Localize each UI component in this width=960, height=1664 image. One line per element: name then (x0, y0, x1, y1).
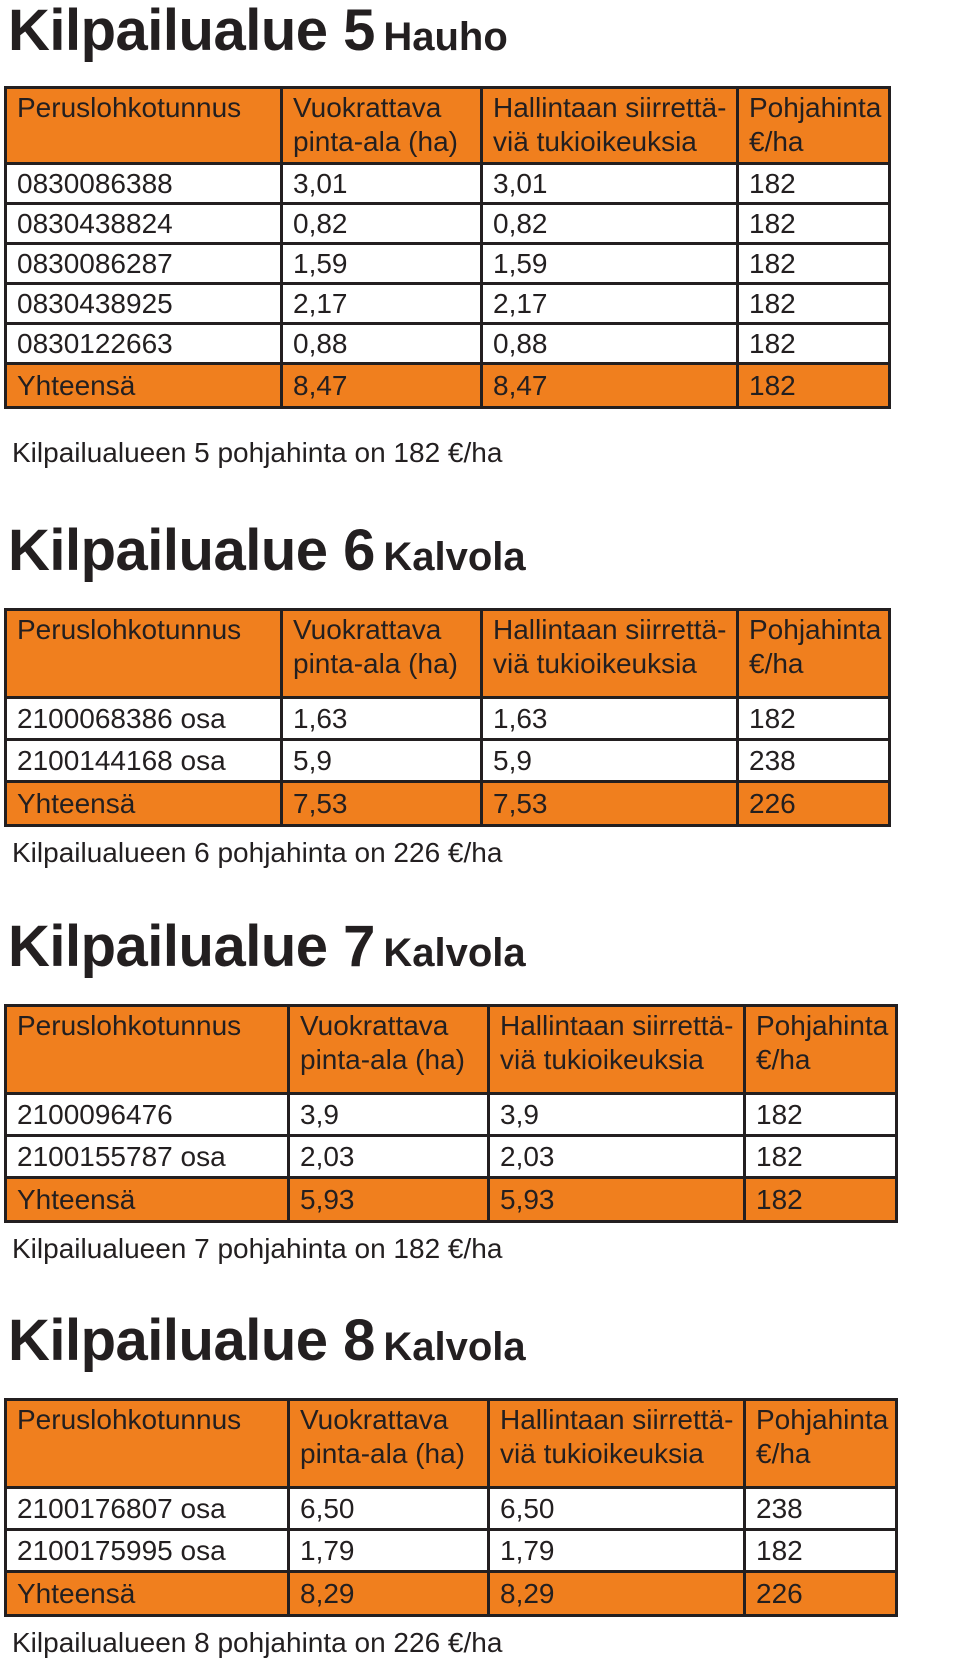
cell-area: 1,79 (289, 1530, 489, 1572)
cell-price: 182 (745, 1094, 897, 1136)
table-row (6, 1530, 897, 1572)
cell-rights: 0,88 (482, 324, 738, 364)
cell-area: 3,01 (282, 164, 482, 204)
cell-price: 182 (738, 204, 890, 244)
cell-parcel: 2100068386 osa (6, 698, 282, 740)
section-place: Hauho (383, 15, 508, 59)
table-row (6, 164, 890, 204)
cell-parcel: 2100144168 osa (6, 740, 282, 782)
total-label: Yhteensä (6, 1572, 289, 1616)
parcel-table (4, 1398, 898, 1617)
table-header-row (6, 88, 890, 164)
cell-price: 238 (738, 740, 890, 782)
section-place: Kalvola (383, 931, 526, 975)
table-row (6, 1488, 897, 1530)
cell-parcel: 0830086287 (6, 244, 282, 284)
cell-area: 1,63 (282, 698, 482, 740)
parcel-table (4, 1004, 898, 1223)
table-header-row (6, 1006, 897, 1094)
total-rights: 5,93 (489, 1178, 745, 1222)
table-header-row (6, 1400, 897, 1488)
cell-price: 182 (738, 698, 890, 740)
cell-rights: 2,17 (482, 284, 738, 324)
table-row (6, 324, 890, 364)
cell-area: 0,82 (282, 204, 482, 244)
cell-area: 0,88 (282, 324, 482, 364)
header-parcel: Peruslohkotunnus (6, 610, 282, 698)
cell-parcel: 0830122663 (6, 324, 282, 364)
cell-area: 5,9 (282, 740, 482, 782)
section-heading (8, 518, 526, 583)
header-area: Vuokrattava pinta-ala (ha) (282, 610, 482, 698)
total-area: 5,93 (289, 1178, 489, 1222)
cell-parcel: 0830438925 (6, 284, 282, 324)
section-heading (8, 914, 526, 979)
total-row (6, 364, 890, 408)
header-price: Pohjahinta €/ha (738, 610, 890, 698)
header-rights: Hallintaan siirrettä- viä tukioikeuksia (489, 1006, 745, 1094)
total-rights: 8,47 (482, 364, 738, 408)
total-price: 182 (738, 364, 890, 408)
cell-rights: 3,9 (489, 1094, 745, 1136)
cell-area: 2,03 (289, 1136, 489, 1178)
cell-price: 182 (738, 164, 890, 204)
total-area: 8,29 (289, 1572, 489, 1616)
table-row (6, 284, 890, 324)
header-rights: Hallintaan siirrettä- viä tukioikeuksia (489, 1400, 745, 1488)
total-price: 226 (738, 782, 890, 826)
cell-rights: 3,01 (482, 164, 738, 204)
cell-parcel: 2100176807 osa (6, 1488, 289, 1530)
header-price: Pohjahinta €/ha (738, 88, 890, 164)
total-area: 8,47 (282, 364, 482, 408)
header-area: Vuokrattava pinta-ala (ha) (282, 88, 482, 164)
table-row (6, 1094, 897, 1136)
section-heading (8, 1308, 526, 1373)
cell-rights: 1,63 (482, 698, 738, 740)
table-row (6, 244, 890, 284)
table-row (6, 740, 890, 782)
cell-price: 182 (745, 1530, 897, 1572)
section-title: Kilpailualue 5 (8, 0, 375, 63)
total-area: 7,53 (282, 782, 482, 826)
section-place: Kalvola (383, 1325, 526, 1369)
total-row (6, 1178, 897, 1222)
cell-rights: 1,79 (489, 1530, 745, 1572)
cell-rights: 6,50 (489, 1488, 745, 1530)
cell-price: 238 (745, 1488, 897, 1530)
header-area: Vuokrattava pinta-ala (ha) (289, 1006, 489, 1094)
section-title: Kilpailualue 6 (8, 518, 375, 583)
base-price-note: Kilpailualueen 7 pohjahinta on 182 €/ha (12, 1233, 503, 1264)
parcel-table (4, 608, 891, 827)
cell-area: 1,59 (282, 244, 482, 284)
cell-area: 6,50 (289, 1488, 489, 1530)
header-parcel: Peruslohkotunnus (6, 88, 282, 164)
section-place: Kalvola (383, 535, 526, 579)
total-price: 226 (745, 1572, 897, 1616)
header-price: Pohjahinta €/ha (745, 1006, 897, 1094)
cell-rights: 5,9 (482, 740, 738, 782)
cell-rights: 0,82 (482, 204, 738, 244)
header-rights: Hallintaan siirrettä- viä tukioikeuksia (482, 610, 738, 698)
cell-price: 182 (738, 284, 890, 324)
section-title: Kilpailualue 7 (8, 914, 375, 979)
table-row (6, 1136, 897, 1178)
section-heading (8, 0, 508, 63)
total-row (6, 782, 890, 826)
cell-parcel: 0830438824 (6, 204, 282, 244)
cell-area: 2,17 (282, 284, 482, 324)
cell-rights: 1,59 (482, 244, 738, 284)
total-rights: 7,53 (482, 782, 738, 826)
cell-area: 3,9 (289, 1094, 489, 1136)
section-title: Kilpailualue 8 (8, 1308, 375, 1373)
header-parcel: Peruslohkotunnus (6, 1400, 289, 1488)
cell-price: 182 (745, 1136, 897, 1178)
total-row (6, 1572, 897, 1616)
cell-parcel: 2100155787 osa (6, 1136, 289, 1178)
total-label: Yhteensä (6, 1178, 289, 1222)
cell-price: 182 (738, 324, 890, 364)
table-row (6, 698, 890, 740)
header-area: Vuokrattava pinta-ala (ha) (289, 1400, 489, 1488)
base-price-note: Kilpailualueen 8 pohjahinta on 226 €/ha (12, 1627, 503, 1658)
total-rights: 8,29 (489, 1572, 745, 1616)
cell-price: 182 (738, 244, 890, 284)
header-price: Pohjahinta €/ha (745, 1400, 897, 1488)
base-price-note: Kilpailualueen 6 pohjahinta on 226 €/ha (12, 837, 503, 868)
header-parcel: Peruslohkotunnus (6, 1006, 289, 1094)
total-label: Yhteensä (6, 782, 282, 826)
table-row (6, 204, 890, 244)
cell-rights: 2,03 (489, 1136, 745, 1178)
parcel-table (4, 86, 891, 409)
cell-parcel: 2100175995 osa (6, 1530, 289, 1572)
total-label: Yhteensä (6, 364, 282, 408)
cell-parcel: 2100096476 (6, 1094, 289, 1136)
table-header-row (6, 610, 890, 698)
header-rights: Hallintaan siirrettä- viä tukioikeuksia (482, 88, 738, 164)
cell-parcel: 0830086388 (6, 164, 282, 204)
base-price-note: Kilpailualueen 5 pohjahinta on 182 €/ha (12, 437, 503, 468)
total-price: 182 (745, 1178, 897, 1222)
